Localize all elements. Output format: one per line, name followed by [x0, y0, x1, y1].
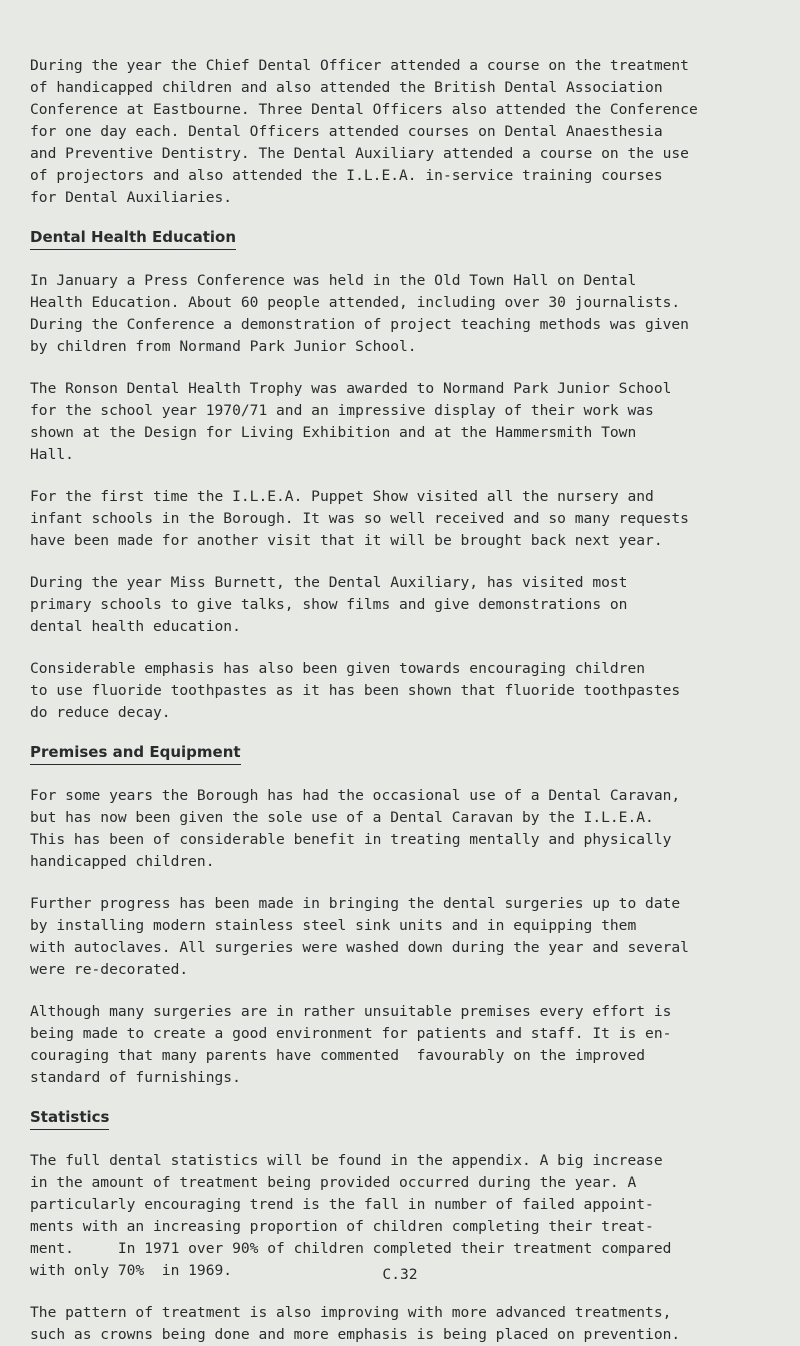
heading-premises-and-equipment: Premises and Equipment [30, 742, 241, 765]
page-number: C.32 [382, 1266, 418, 1283]
paragraph-dental-auxiliary: During the year Miss Burnett, the Dental Auxiliary, has visited most primary schools to give talks, show films and give demonstrations on dental health education. [30, 574, 628, 635]
paragraph-environment: Although many surgeries are in rather unsuitable premises every effort is being made to create a good environment for patients and staff. It is en- couraging that many parents have commented favourably on the improved standard of furnishings. [30, 1003, 672, 1086]
paragraph-treatment-pattern: The pattern of treatment is also improving with more advanced treatments, such as crowns being done and more emphasis is being placed on prevention. [30, 1304, 681, 1343]
paragraph-fluoride: Considerable emphasis has also been given towards encouraging children to use fluoride toothpastes as it has been shown that fluoride toothpastes do reduce decay. [30, 660, 681, 721]
heading-statistics: Statistics [30, 1107, 109, 1130]
paragraph-surgeries-progress: Further progress has been made in bringing the dental surgeries up to date by installing modern stainless steel sink units and in equipping them with autoclaves. All surgeries were washed down during the year and several were re-decorated. [30, 895, 689, 978]
paragraph-courses: During the year the Chief Dental Officer attended a course on the treatment of handicapped children and also attended the British Dental Association Conference at Eastbourne. Three Dental Officers also attended the Conference for one day each. Dental Officers attended courses on Dental Anaesthesia and Preventive Dentistry. The Dental Auxiliary attended a course on the use of projectors and also attended the I.L.E.A. in-service training courses for Dental Auxiliaries. [30, 57, 698, 206]
paragraph-puppet-show: For the first time the I.L.E.A. Puppet Show visited all the nursery and infant schools in the Borough. It was so well received and so many requests have been made for another visit that it will be brought back next year. [30, 488, 689, 549]
paragraph-dental-caravan: For some years the Borough has had the occasional use of a Dental Caravan, but has now been given the sole use of a Dental Caravan by the I.L.E.A. This has been of considerable benefit in treating mentally and physically handicapped children. [30, 787, 681, 870]
document-body [30, 55, 775, 1346]
paragraph-ronson-trophy: The Ronson Dental Health Trophy was awarded to Normand Park Junior School for the school year 1970/71 and an impressive display of their work was shown at the Design for Living Exhibition and at the Hammersmith Town Hall. [30, 380, 672, 463]
heading-dental-health-education: Dental Health Education [30, 227, 236, 250]
paragraph-statistics: The full dental statistics will be found in the appendix. A big increase in the amount of treatment being provided occurred during the year. A particularly encouraging trend is the fall in number of failed appoint- ments with an increasing proportion of children completing their treat- ment. In 1971 over 90% of children completed their treatment compared with only 70% in 1969. [30, 1152, 672, 1279]
paragraph-press-conference: In January a Press Conference was held in the Old Town Hall on Dental Health Education. About 60 people attended, including over 30 journalists. During the Conference a demonstration of project teaching methods was given by children from Normand Park Junior School. [30, 272, 689, 355]
